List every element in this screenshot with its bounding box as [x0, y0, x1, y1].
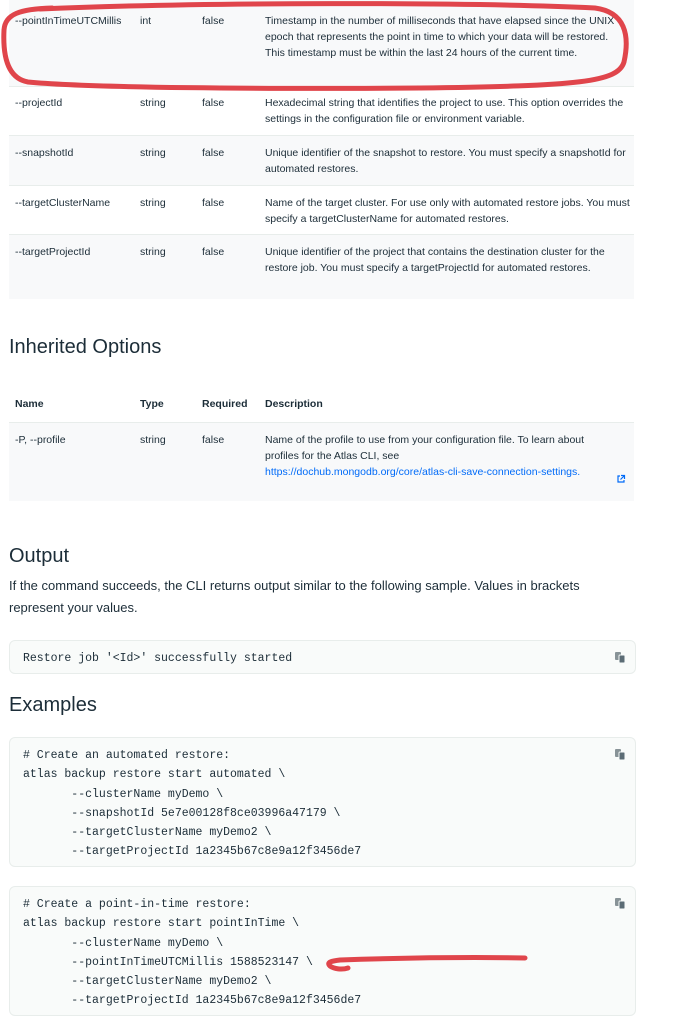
option-description: Hexadecimal string that identifies the project to use. This option overrides the settings in the configuration file or environment variable.	[265, 97, 624, 125]
option-type: string	[140, 197, 166, 209]
option-type: string	[140, 147, 166, 159]
option-description	[265, 432, 610, 480]
column-header-type: Type	[140, 398, 164, 410]
table-header-row	[9, 386, 634, 423]
option-name: --snapshotId	[15, 147, 74, 159]
table-row	[9, 0, 634, 87]
options-table	[9, 0, 634, 299]
option-required: false	[202, 197, 225, 209]
connection-settings-link[interactable]: https://dochub.mongodb.org/core/atlas-cli-save-connection-settings.	[265, 466, 581, 478]
column-header-description: Description	[265, 398, 323, 410]
table-row	[9, 87, 634, 136]
table-row	[9, 423, 634, 501]
option-type: string	[140, 246, 166, 258]
option-type: string	[140, 97, 166, 109]
option-name: --targetProjectId	[15, 246, 91, 258]
option-name: --pointInTimeUTCMillis	[15, 15, 122, 27]
example-code-block-point-in-time	[9, 886, 636, 1016]
copy-icon[interactable]	[613, 747, 627, 761]
option-required: false	[202, 434, 225, 446]
column-header-name: Name	[15, 398, 44, 410]
example-code-block-automated	[9, 737, 636, 867]
example-code-automated: # Create an automated restore: atlas backup restore start automated \ --clusterName myDemo \ --snapshotId 5e7e00128f8ce03996a47179 \ --targetClusterName myDemo2 \ --targetProjectId 1a2345b67c8e9a12f3456de7	[23, 749, 362, 859]
column-header-required: Required	[202, 398, 248, 410]
option-required: false	[202, 15, 225, 27]
description-text: Name of the profile to use from your configuration file. To learn about profiles for the Atlas CLI, see	[265, 434, 585, 462]
option-name: --projectId	[15, 97, 63, 109]
example-code-point-in-time: # Create a point-in-time restore: atlas backup restore start pointInTime \ --clusterName myDemo \ --pointInTimeUTCMillis 1588523147 \ --targetClusterName myDemo2 \ --targetProjectId 1a2345b67c8e9a12f3456de7	[23, 898, 362, 1008]
external-link-icon[interactable]	[616, 474, 626, 484]
option-name: --targetClusterName	[15, 197, 111, 209]
option-name: -P, --profile	[15, 434, 66, 446]
output-code-block	[9, 640, 636, 674]
option-type: int	[140, 15, 152, 27]
option-required: false	[202, 97, 225, 109]
option-description: Unique identifier of the project that contains the destination cluster for the restore job. You must specify a targetProjectId for automated restores.	[265, 246, 605, 274]
inherited-options-heading: Inherited Options	[9, 336, 162, 358]
output-heading: Output	[9, 545, 70, 567]
option-description: Timestamp in the number of milliseconds that have elapsed since the UNIX epoch that represents the point in time to which your data will be restored. This timestamp must be within the last 24 hours of the current time.	[265, 15, 615, 59]
table-row	[9, 235, 634, 299]
output-description: If the command succeeds, the CLI returns output similar to the following sample. Values in brackets represent your values.	[9, 578, 580, 615]
examples-heading: Examples	[9, 694, 97, 716]
table-row	[9, 186, 634, 235]
option-description: Name of the target cluster. For use only with automated restore jobs. You must specify a targetClusterName for automated restores.	[265, 197, 630, 225]
option-type: string	[140, 434, 166, 446]
inherited-options-table	[9, 386, 634, 501]
table-row	[9, 136, 634, 186]
option-required: false	[202, 246, 225, 258]
option-required: false	[202, 147, 225, 159]
copy-icon[interactable]	[613, 896, 627, 910]
option-description: Unique identifier of the snapshot to restore. You must specify a snapshotId for automated restores.	[265, 147, 626, 175]
output-code: Restore job '<Id>' successfully started	[23, 652, 293, 665]
copy-icon[interactable]	[613, 650, 627, 664]
